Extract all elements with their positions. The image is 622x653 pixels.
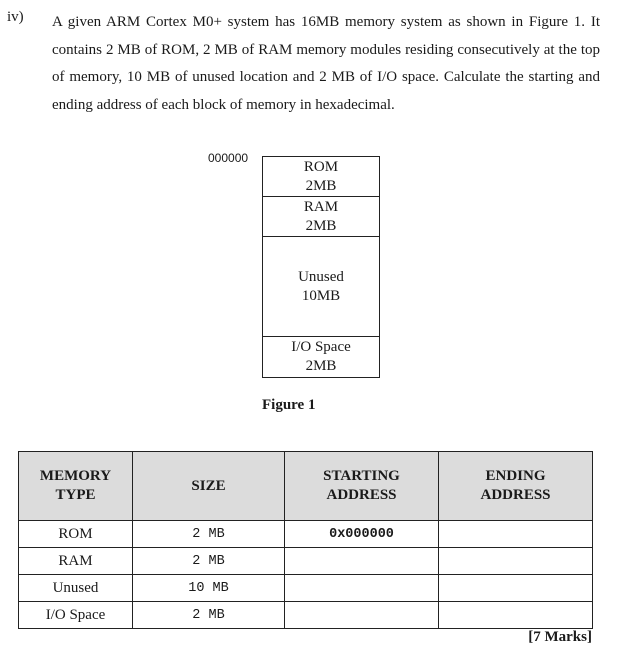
cell-memory-type: ROM bbox=[19, 521, 133, 548]
memory-block-name: RAM bbox=[303, 198, 339, 215]
header-size: SIZE bbox=[133, 452, 285, 521]
memory-block-size: 2MB bbox=[305, 358, 337, 374]
cell-size: 2 MB bbox=[133, 521, 285, 548]
memory-block-name: Unused bbox=[298, 268, 344, 285]
table-header-row bbox=[19, 452, 593, 521]
cell-ending-address[interactable] bbox=[439, 548, 593, 575]
header-starting-address: STARTING ADDRESS bbox=[285, 452, 439, 521]
cell-starting-address[interactable]: 0x000000 bbox=[285, 521, 439, 548]
memory-address-table bbox=[18, 451, 593, 629]
memory-block-size: 10MB bbox=[301, 287, 341, 304]
cell-memory-type: I/O Space bbox=[19, 602, 133, 629]
memory-block-name: ROM bbox=[303, 158, 339, 175]
cell-ending-address[interactable] bbox=[439, 521, 593, 548]
cell-memory-type: Unused bbox=[19, 575, 133, 602]
cell-size: 2 MB bbox=[133, 602, 285, 629]
table-row bbox=[19, 548, 593, 575]
cell-ending-address[interactable] bbox=[439, 575, 593, 602]
table-row bbox=[19, 575, 593, 602]
question-text: A given ARM Cortex M0+ system has 16MB memory system as shown in Figure 1. It contains 2 MB of ROM, 2 MB of RAM memory modules residing consecutively at the top of memory, 10 MB of unused location and 2 MB of I/O space. Calculate the starting and ending address of each block of memory in hexadecimal. bbox=[52, 14, 600, 113]
memory-block-unused bbox=[263, 237, 379, 337]
memory-block-size: 2MB bbox=[305, 177, 337, 194]
cell-size: 10 MB bbox=[133, 575, 285, 602]
cell-starting-address[interactable] bbox=[285, 575, 439, 602]
memory-block-name: I/O Space bbox=[291, 339, 351, 355]
figure-caption: Figure 1 bbox=[262, 397, 316, 413]
memory-block-io-space bbox=[263, 337, 379, 377]
memory-start-address: 000000 bbox=[208, 151, 249, 165]
cell-starting-address[interactable] bbox=[285, 548, 439, 575]
memory-map-diagram bbox=[262, 156, 380, 378]
cell-size: 2 MB bbox=[133, 548, 285, 575]
memory-block-rom bbox=[263, 157, 379, 197]
memory-block-size: 2MB bbox=[305, 217, 337, 234]
table-row bbox=[19, 602, 593, 629]
header-memory-type: MEMORY TYPE bbox=[19, 452, 133, 521]
cell-ending-address[interactable] bbox=[439, 602, 593, 629]
marks-label: [7 Marks] bbox=[528, 629, 592, 645]
cell-starting-address[interactable] bbox=[285, 602, 439, 629]
table-row bbox=[19, 521, 593, 548]
memory-block-ram bbox=[263, 197, 379, 237]
question-number: iv) bbox=[7, 9, 24, 25]
header-ending-address: ENDING ADDRESS bbox=[439, 452, 593, 521]
cell-memory-type: RAM bbox=[19, 548, 133, 575]
